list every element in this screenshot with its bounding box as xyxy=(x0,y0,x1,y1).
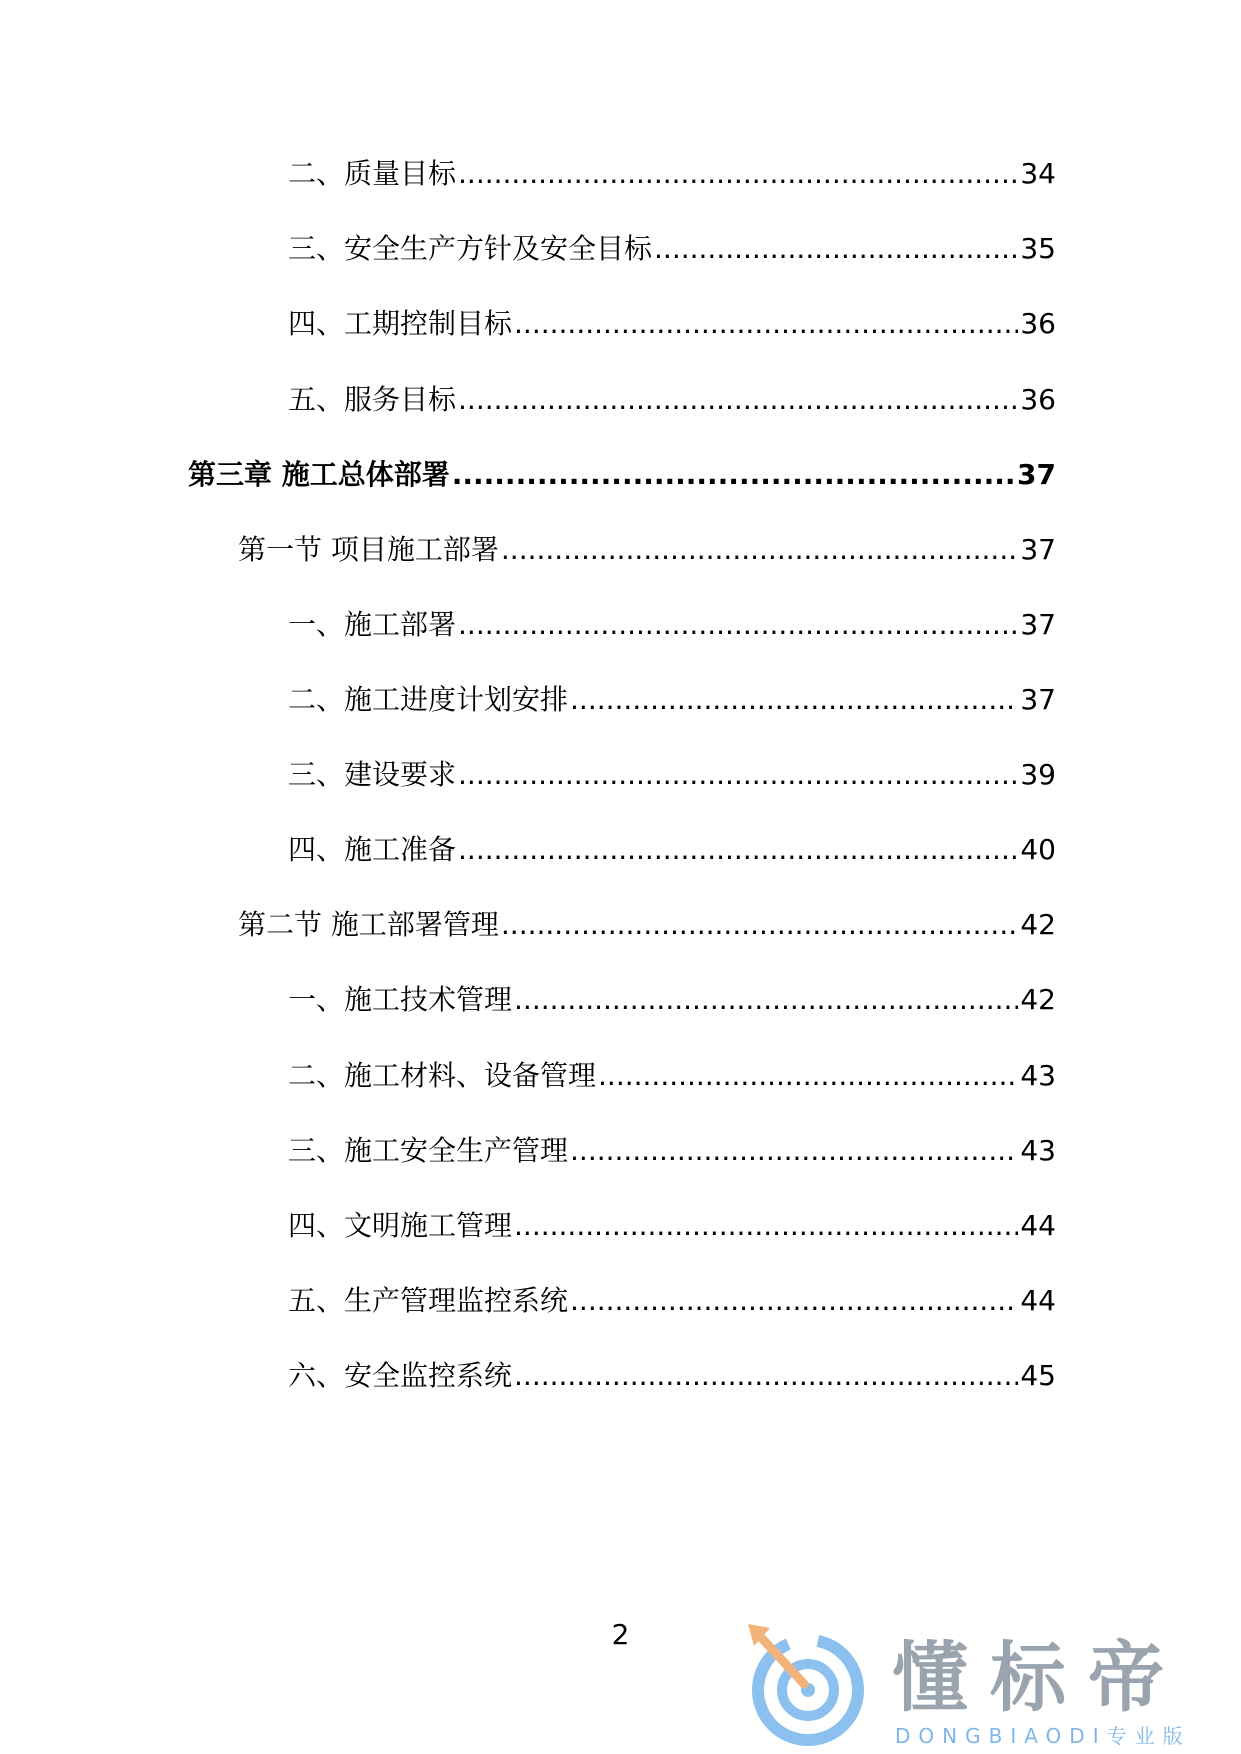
toc-dot-leader xyxy=(514,306,1018,342)
toc-entry-section-2[interactable] xyxy=(238,907,1056,943)
toc-entry-service-goal[interactable] xyxy=(288,382,1056,418)
toc-entry-page: 37 xyxy=(1020,608,1056,641)
watermark-brand: 懂标帝 xyxy=(892,1633,1186,1722)
watermark xyxy=(740,1618,1241,1754)
toc-entry-title: 第二节 施工部署管理 xyxy=(238,908,499,941)
toc-entry-safety-management[interactable] xyxy=(288,1133,1056,1169)
toc-entry-title: 一、施工部署 xyxy=(288,608,457,641)
toc-dot-leader xyxy=(458,832,1018,868)
toc-dot-leader xyxy=(458,156,1018,192)
toc-dot-leader xyxy=(598,1058,1018,1094)
toc-entry-page: 36 xyxy=(1020,383,1056,416)
toc-entry-construction-requirements[interactable] xyxy=(288,757,1056,793)
toc-entry-quality-goal[interactable] xyxy=(288,156,1056,192)
toc-entry-construction-preparation[interactable] xyxy=(288,832,1056,868)
toc-entry-title: 五、服务目标 xyxy=(288,383,457,416)
toc-entry-page: 42 xyxy=(1020,908,1056,941)
toc-entry-title: 三、建设要求 xyxy=(288,758,457,791)
toc-entry-title: 三、施工安全生产管理 xyxy=(288,1134,569,1167)
toc-entry-title: 三、安全生产方针及安全目标 xyxy=(288,232,653,265)
toc-entry-title: 四、工期控制目标 xyxy=(288,307,513,340)
toc-entry-title: 四、文明施工管理 xyxy=(288,1209,513,1242)
toc-entry-page: 44 xyxy=(1020,1284,1056,1317)
toc-entry-page: 36 xyxy=(1020,307,1056,340)
toc-entry-page: 39 xyxy=(1020,758,1056,791)
toc-dot-leader xyxy=(570,1133,1018,1169)
toc-dot-leader xyxy=(458,757,1018,793)
toc-entry-page: 40 xyxy=(1020,833,1056,866)
toc-entry-page: 42 xyxy=(1020,983,1056,1016)
toc-entry-page: 43 xyxy=(1020,1059,1056,1092)
page-number: 2 xyxy=(611,1618,630,1651)
toc-dot-leader xyxy=(452,457,1015,493)
toc-entry-schedule-goal[interactable] xyxy=(288,306,1056,342)
toc-entry-page: 44 xyxy=(1020,1209,1056,1242)
toc-dot-leader xyxy=(458,382,1018,418)
toc-entry-title: 二、质量目标 xyxy=(288,157,457,190)
toc-entry-production-monitoring[interactable] xyxy=(288,1283,1056,1319)
toc-entry-page: 37 xyxy=(1017,458,1056,491)
toc-entry-safety-goal[interactable] xyxy=(288,231,1056,267)
toc-entry-title: 六、安全监控系统 xyxy=(288,1359,513,1392)
toc-dot-leader xyxy=(514,1358,1018,1394)
toc-entry-title: 一、施工技术管理 xyxy=(288,983,513,1016)
toc-dot-leader xyxy=(654,231,1018,267)
target-arrow-icon xyxy=(740,1618,870,1754)
toc-entry-page: 37 xyxy=(1020,533,1056,566)
toc-entry-page: 35 xyxy=(1020,232,1056,265)
toc-entry-title: 二、施工材料、设备管理 xyxy=(288,1059,597,1092)
toc-dot-leader xyxy=(458,607,1018,643)
toc-dot-leader xyxy=(570,682,1018,718)
toc-entry-civilized-construction[interactable] xyxy=(288,1208,1056,1244)
toc-entry-technical-management[interactable] xyxy=(288,982,1056,1018)
toc-entry-construction-deployment[interactable] xyxy=(288,607,1056,643)
toc-dot-leader xyxy=(501,532,1018,568)
toc-dot-leader xyxy=(514,982,1018,1018)
toc-entry-schedule-plan[interactable] xyxy=(288,682,1056,718)
watermark-subtitle: DONGBIAODI专业版 xyxy=(895,1724,1191,1748)
toc-entry-page: 34 xyxy=(1020,157,1056,190)
toc-entry-title: 二、施工进度计划安排 xyxy=(288,683,569,716)
toc-entry-title: 第三章 施工总体部署 xyxy=(188,458,450,491)
toc-dot-leader xyxy=(514,1208,1018,1244)
toc-dot-leader xyxy=(501,907,1018,943)
toc-entry-material-equipment-management[interactable] xyxy=(288,1058,1056,1094)
toc-entry-title: 四、施工准备 xyxy=(288,833,457,866)
toc-entry-title: 五、生产管理监控系统 xyxy=(288,1284,569,1317)
toc-entry-safety-monitoring[interactable] xyxy=(288,1358,1056,1394)
toc-entry-page: 45 xyxy=(1020,1359,1056,1392)
toc-entry-page: 43 xyxy=(1020,1134,1056,1167)
toc-entry-page: 37 xyxy=(1020,683,1056,716)
toc-entry-chapter-3[interactable] xyxy=(188,457,1056,493)
toc-dot-leader xyxy=(570,1283,1018,1319)
toc-entry-section-1[interactable] xyxy=(238,532,1056,568)
toc-entry-title: 第一节 项目施工部署 xyxy=(238,533,499,566)
